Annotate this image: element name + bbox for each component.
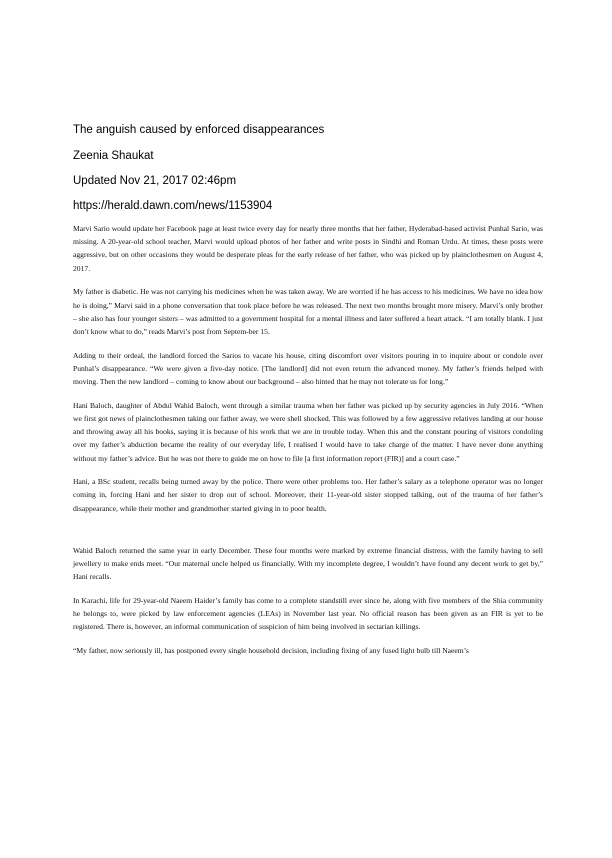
article-updated-date: Updated Nov 21, 2017 02:46pm bbox=[73, 175, 237, 187]
paragraph: My father is diabetic. He was not carrying his medicines when he was taken away. We are worried if he has access to his medicines. We have no idea how he is doing,” Marvi said in a phone conversation that took place before he was released. The next two months brought more misery. Marvi’s only brother – she also has four younger sisters – was admitted to a government hospital for a mental illness and later suffered a heart attack. “I am totally blank. I just don’t know what to do,” reads Marvi’s post from Septem-ber 15. bbox=[73, 287, 543, 336]
paragraph: Adding to their ordeal, the landlord forced the Sarios to vacate his house, citing discomfort over visitors pouring in to inquire about or condole over Punhal’s disappearance. “We were given a five-day notice. [The landlord] did not even return the advanced money. My father’s friends helped with moving. Then the new landlord – coming to know about our background – also hinted that he may not tolerate us for long.” bbox=[73, 350, 543, 387]
paragraph: Hani Baloch, daughter of Abdul Wahid Baloch, went through a similar trauma when her father was picked up by security agencies in July 2016. “When we first got news of plainclothesmen taking our father away, we were shell shocked. This was followed by a few aggressive relatives landing at our house and throwing away all his books, saying it is because of his work that we are in trouble today. When this and the constant pouring of visitors condoling over my father’s abduction became the reality of our everyday life, I realised I would have to take charge of the matter. I have never done anything without my father’s advice. But he was not there to guide me on how to file [a first information report (FIR)] and a court case.” bbox=[73, 400, 543, 463]
paragraph: Marvi Sario would update her Facebook page at least twice every day for nearly three months that her father, Hyderabad-based activist Punhal Sario, was missing. A 20-year-old school teacher, Marvi would upload photos of her father and write posts in Sindhi and Roman Urdu. At times, these posts were aggressive, but on other occasions they would be desperate pleas for the early release of her father, who was picked up by plainclothesmen on August 4, 2017. bbox=[73, 224, 543, 273]
article-author: Zeenia Shaukat bbox=[73, 150, 154, 162]
paragraph: “My father, now seriously ill, has postponed every single household decision, including fixing of any fused light bulb till Naeem’s bbox=[73, 646, 469, 656]
paragraph: In Karachi, life for 29-year-old Naeem Haider’s family has come to a complete standstill ever since he, along with five members of the Shia community he belongs to, were picked by law enforcement agencies (LEAs) in November last year. No official reason has been given as an FIR is yet to be registered. There is, however, an informal communication of suspicion of him being involved in sectarian killings. bbox=[73, 595, 543, 632]
article-body bbox=[73, 222, 543, 657]
paragraph: Hani, a BSc student, recalls being turned away by the police. There were other problems too. Her father’s salary as a telephone operator was no longer coming in, forcing Hani and her sister to drop out of school. Moreover, their 11-year-old sister stopped talking, out of the trauma of her father’s disappearance, while their mother and grandmother started giving in to poor health. bbox=[73, 477, 543, 513]
paragraph: Wahid Baloch returned the same year in early December. These four months were marked by extreme financial distress, with the family having to sell jewellery to make ends meet. “Our maternal uncle helped us financially. With my incomplete degree, I wouldn’t have found any decent work to get by,” Hani recalls. bbox=[73, 545, 543, 582]
article-url: https://herald.dawn.com/news/1153904 bbox=[73, 200, 273, 212]
article-title: The anguish caused by enforced disappearances bbox=[73, 124, 325, 136]
